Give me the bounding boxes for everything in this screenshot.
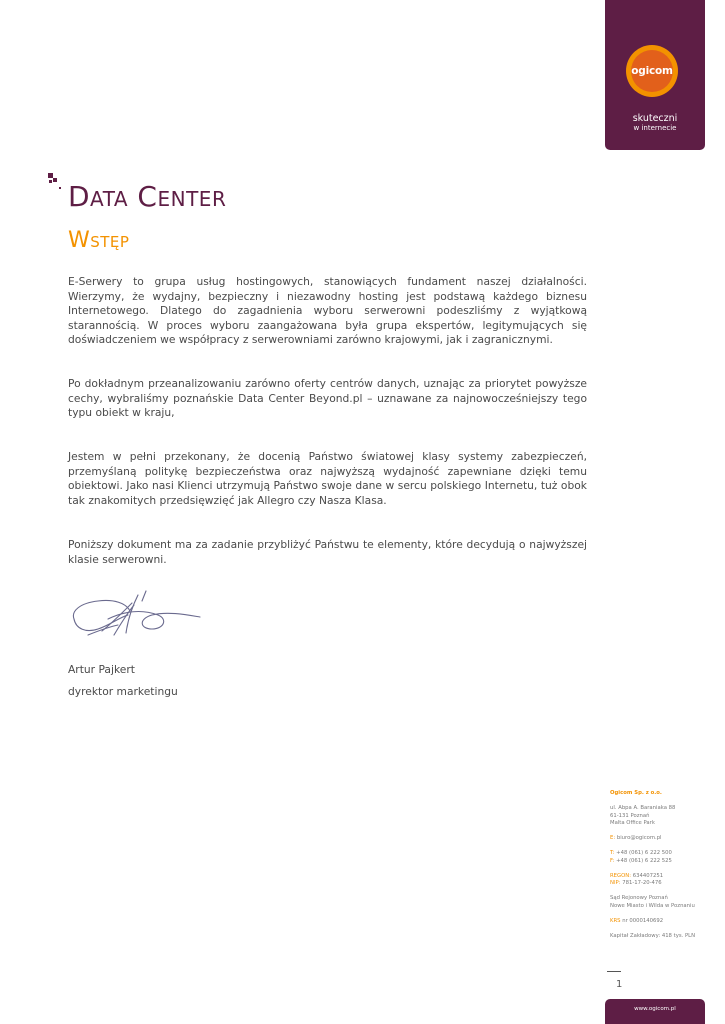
- fax-value: +48 (061) 6 222 525: [616, 857, 672, 864]
- section-title: Wstęp: [68, 228, 130, 253]
- company-name: Ogicom Sp. z o.o.: [610, 790, 662, 796]
- handwritten-signature: [68, 589, 208, 649]
- paragraph-intro: E-Serwery to grupa usług hostingowych, stanowiących fundament naszej działalności. Wierzymy, że wydajny, bezpieczny i niezawodny hosting jest podstawą każdego biznesu Internetowego. Dlatego do zagadnienia wyboru serwerowni podeszliśmy z wyjątkową starannością. W proces wyboru zaangażowana była grupa ekspertów, legitymujących się doświadczeniem we współpracy z serwerowniami zarówno krajowymi, jak i zagranicznymi.: [68, 275, 587, 347]
- slogan-line1: skuteczni: [632, 113, 678, 124]
- slogan-line2: w internecie: [633, 124, 677, 132]
- krs-label: KRS: [610, 917, 621, 924]
- phone-label: T:: [610, 849, 615, 856]
- paragraph-choice: Po dokładnym przeanalizowaniu zarówno oferty centrów danych, uznając za priorytet powyższe cechy, wybraliśmy poznańskie Data Center Beyond.pl – uznawane za najnowocześniejszy tego typu obiekt w kraju,: [68, 377, 587, 420]
- nip-row: [610, 880, 720, 888]
- court-line1: Sąd Rejonowy Poznań: [610, 895, 668, 902]
- phone-value: +48 (061) 6 222 500: [616, 849, 672, 856]
- fax-row: [610, 858, 720, 866]
- nip-label: NIP:: [610, 880, 621, 887]
- regon-row: [610, 873, 720, 881]
- krs-row: [610, 918, 720, 926]
- page-number-rule: [607, 971, 621, 972]
- brand-tab: [605, 0, 705, 150]
- signer-role: dyrektor marketingu: [68, 685, 178, 698]
- fax-label: F:: [610, 857, 615, 864]
- nip-value: 781-17-20-476: [622, 880, 662, 887]
- ogicom-logo: [626, 45, 678, 97]
- krs-value: nr 0000140692: [622, 917, 664, 924]
- share-capital: Kapitał Zakładowy: 418 tys. PLN: [610, 932, 696, 939]
- paragraph-security: Jestem w pełni przekonany, że docenią Państwo światowej klasy systemy zabezpieczeń, przemyślaną politykę bezpieczeństwa oraz najwyższą wydajność zapewniane dzięki temu obiektowi. Jako nasi Klienci utrzymują Państwo swoje dane w sercu polskiego Internetu, tuż obok tak znakomitych przedsięwzięć jak Allegro czy Nasza Klasa.: [68, 450, 587, 507]
- email-row: [610, 835, 720, 843]
- page-title: Data Center: [68, 180, 227, 213]
- logo-text: ogicom: [631, 65, 673, 77]
- court-line2: Nowe Miasto i Wilda w Poznaniu: [610, 902, 695, 909]
- logo-inner: [631, 50, 673, 92]
- address-line2: 61-131 Poznań: [610, 812, 650, 819]
- address-line1: ul. Abpa A. Baraniaka 88: [610, 804, 676, 811]
- decorative-squares-icon: [48, 173, 68, 193]
- footer-url[interactable]: www.ogicom.pl: [634, 1006, 676, 1012]
- regon-label: REGON:: [610, 872, 632, 879]
- paragraph-purpose: Poniższy dokument ma za zadanie przybliżyć Państwu te elementy, które decydują o najwyższej klasie serwerowni.: [68, 538, 587, 566]
- email-label: E:: [610, 835, 616, 842]
- signer-name: Artur Pajkert: [68, 663, 135, 676]
- company-contact-block: [610, 790, 720, 940]
- page-number: 1: [616, 979, 623, 990]
- footer-tab: [605, 999, 705, 1024]
- address-line3: Malta Office Park: [610, 820, 655, 827]
- regon-value: 634407251: [632, 872, 664, 879]
- phone-row: [610, 850, 720, 858]
- email-value[interactable]: biuro@ogicom.pl: [616, 835, 662, 842]
